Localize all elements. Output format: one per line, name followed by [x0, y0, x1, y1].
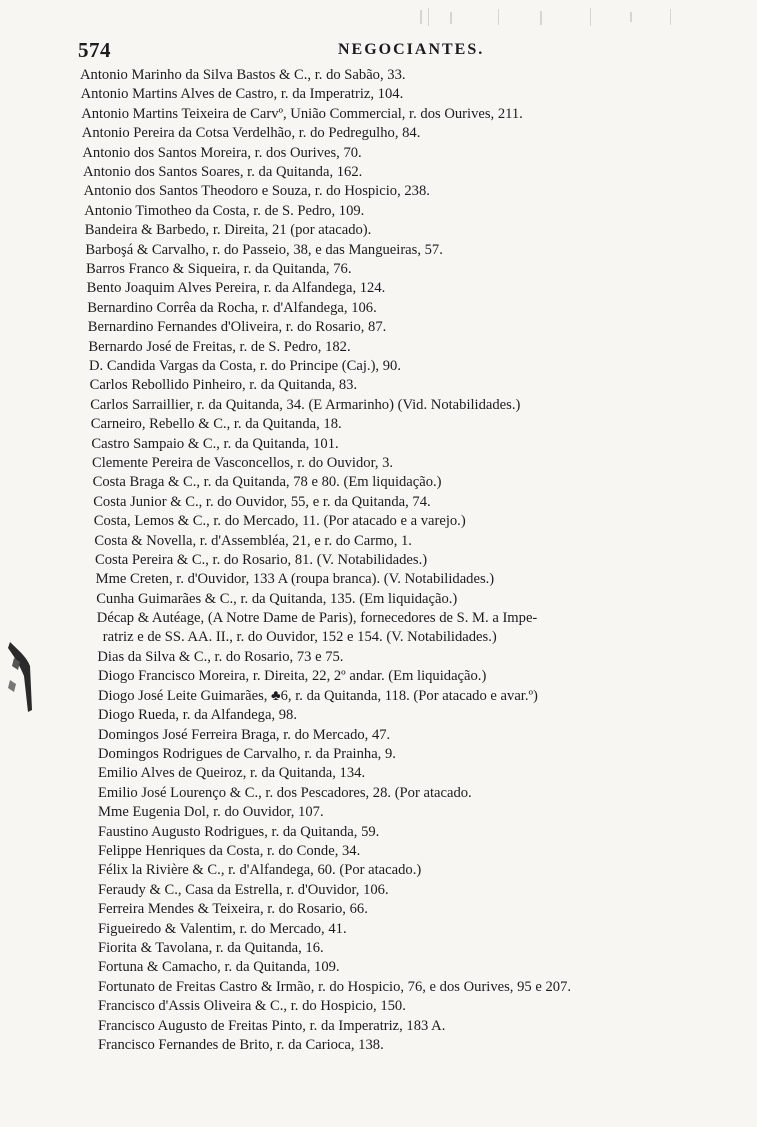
merchant-entry-text: Barros Franco & Siqueira, r. da Quitanda, 76.	[86, 261, 352, 277]
merchant-entry-text: Bernardino Fernandes d'Oliveira, r. do Rosario, 87.	[87, 319, 387, 336]
merchant-entry	[98, 881, 389, 900]
merchant-entry	[88, 318, 387, 337]
merchant-entry-text: Diogo Rueda, r. da Alfandega, 98.	[98, 707, 297, 724]
merchant-entry	[98, 764, 365, 783]
merchant-entry	[89, 357, 401, 376]
merchant-entry	[90, 396, 520, 415]
merchant-entry-text: Francisco Fernandes de Brito, r. da Carioca, 138.	[98, 1037, 384, 1053]
merchant-entry	[98, 978, 571, 997]
merchant-entry	[98, 667, 486, 686]
section-title: NEGOCIANTES.	[338, 41, 485, 58]
merchant-entry-text: Emilio Alves de Queiroz, r. da Quitanda, 134.	[98, 765, 366, 782]
merchant-entry	[98, 745, 396, 764]
merchant-entry-text: Fiorita & Tavolana, r. da Quitanda, 16.	[98, 940, 324, 956]
merchant-entry-text: Francisco d'Assis Oliveira & C., r. do Hospicio, 150.	[98, 998, 406, 1015]
merchant-entry	[90, 376, 358, 395]
merchant-entry	[95, 551, 427, 570]
merchant-entry-text: Barboşá & Carvalho, r. do Passeio, 38, e das Mangueiras, 57.	[85, 241, 443, 258]
merchant-entry	[84, 202, 364, 221]
merchant-entry	[96, 570, 495, 589]
merchant-entry-text: Costa, Lemos & C., r. do Mercado, 11. (Por atacado e a varejo.)	[93, 513, 466, 530]
merchant-entry-text: Domingos José Ferreira Braga, r. do Mercado, 47.	[98, 726, 391, 743]
merchant-entry	[85, 221, 372, 240]
merchant-entry	[94, 532, 412, 551]
merchant-entry-text: Cunha Guimarães & C., r. da Quitanda, 135. (Em liquidação.)	[96, 590, 458, 607]
page-number: 574	[78, 38, 111, 62]
merchant-entry	[83, 163, 362, 182]
merchant-entry	[85, 241, 442, 260]
merchant-entry-text: Antonio dos Santos Soares, r. da Quitanda, 162.	[83, 164, 363, 180]
merchant-entry	[81, 105, 523, 124]
merchant-entry-text: D. Candida Vargas da Costa, r. do Principe (Caj.), 90.	[89, 358, 401, 374]
merchant-entry-text: Antonio Pereira da Cotsa Verdelhão, r. do Pedregulho, 84.	[81, 125, 421, 142]
merchant-entry	[98, 861, 421, 880]
merchant-entry	[98, 997, 406, 1016]
merchant-entry-text: Clemente Pereira de Vasconcellos, r. do Ouvidor, 3.	[92, 455, 394, 471]
merchant-entry-text: Costa Braga & C., r. da Quitanda, 78 e 80. (Em liquidação.)	[92, 474, 442, 491]
merchant-entry-text: Costa Junior & C., r. do Ouvidor, 55, e r. da Quitanda, 74.	[93, 493, 431, 510]
merchant-entry-text: Antonio dos Santos Moreira, r. dos Ourives, 70.	[82, 144, 362, 161]
merchant-entry	[98, 958, 340, 977]
merchant-entry-text: Bernardo José de Freitas, r. de S. Pedro, 182.	[88, 338, 351, 355]
merchant-entry-text: Antonio Martins Alves de Castro, r. da Imperatriz, 104.	[80, 86, 404, 103]
merchant-entry	[98, 842, 360, 861]
margin-hand-icon	[4, 636, 38, 718]
merchant-entry-text: Figueiredo & Valentim, r. do Mercado, 41.	[98, 920, 347, 937]
paper-speckle	[380, 6, 710, 32]
merchant-entry-text: Francisco Augusto de Freitas Pinto, r. da Imperatriz, 183 A.	[98, 1017, 446, 1034]
merchant-entry	[94, 512, 466, 531]
merchant-entry	[98, 920, 347, 939]
merchant-entry-text: Mme Eugenia Dol, r. do Ouvidor, 107.	[98, 804, 324, 821]
merchant-entry	[91, 435, 338, 454]
merchant-entry	[96, 590, 457, 609]
merchant-entry	[98, 687, 538, 706]
merchant-entry-text: Bento Joaquim Alves Pereira, r. da Alfandega, 124.	[86, 280, 386, 297]
merchant-entry	[98, 803, 324, 822]
merchant-entry	[97, 648, 343, 667]
merchant-entry-text: Décap & Autéage, (A Notre Dame de Paris), fornecedores de S. M. a Impe-	[96, 610, 538, 627]
merchant-entry-text: Fortuna & Camacho, r. da Quitanda, 109.	[98, 959, 340, 976]
merchant-entry	[88, 338, 350, 357]
merchant-entry-continuation: ratriz e de SS. AA. II., r. do Ouvidor, 152 e 154. (V. Notabilidades.)	[102, 629, 497, 646]
merchant-entry	[82, 144, 361, 163]
merchant-entry	[98, 1036, 384, 1055]
merchant-entry	[98, 726, 390, 745]
merchant-entry	[87, 279, 386, 298]
merchant-entry-text: Carlos Sarraillier, r. da Quitanda, 34. (E Armarinho) (Vid. Notabilidades.)	[90, 396, 521, 413]
merchant-entry	[81, 85, 404, 104]
merchant-entry-text: Ferreira Mendes & Teixeira, r. do Rosario, 66.	[98, 901, 368, 918]
merchant-entry-text: Castro Sampaio & C., r. da Quitanda, 101.	[91, 435, 339, 452]
merchant-entry-text: Diogo José Leite Guimarães, ♣6, r. da Quitanda, 118. (Por atacado e avar.º)	[98, 687, 538, 704]
merchant-entry-text: Antonio Martins Teixeira de Carvº, União Commercial, r. dos Ourives, 211.	[81, 105, 523, 122]
merchant-entry	[98, 1017, 445, 1036]
merchant-entry	[98, 900, 368, 919]
merchant-entry	[97, 609, 538, 647]
merchant-entry-text: Diogo Francisco Moreira, r. Direita, 22, 2º andar. (Em liquidação.)	[98, 668, 487, 685]
merchant-entry-text: Fortunato de Freitas Castro & Irmão, r. do Hospicio, 76, e dos Ourives, 95 e 207.	[98, 978, 572, 995]
merchant-entry-text: Carlos Rebollido Pinheiro, r. da Quitanda, 83.	[89, 377, 358, 394]
merchant-entry	[84, 182, 430, 201]
merchant-entry-text: Antonio dos Santos Theodoro e Souza, r. do Hospicio, 238.	[83, 183, 430, 200]
page-header	[78, 38, 718, 62]
merchant-entry-text: Domingos Rodrigues de Carvalho, r. da Prainha, 9.	[98, 746, 396, 762]
merchant-entry	[92, 454, 393, 473]
merchant-entry-text: Faustino Augusto Rodrigues, r. da Quitanda, 59.	[98, 823, 380, 840]
merchant-entry-text: Antonio Marinho da Silva Bastos & C., r. do Sabão, 33.	[80, 67, 406, 83]
merchant-entry-text: Costa & Novella, r. d'Assembléa, 21, e r. do Carmo, 1.	[94, 532, 412, 549]
merchant-entry	[86, 260, 351, 279]
merchant-entry-text: Antonio Timotheo da Costa, r. de S. Pedro, 109.	[84, 202, 365, 219]
merchant-entry	[80, 66, 406, 85]
merchant-entry	[93, 493, 430, 512]
merchant-entry	[93, 473, 442, 492]
merchant-entry	[98, 939, 324, 958]
merchant-entry	[98, 823, 379, 842]
merchant-entry	[87, 299, 377, 318]
merchant-entry-text: Carneiro, Rebello & C., r. da Quitanda, 18.	[90, 416, 342, 433]
merchant-entry-text: Dias da Silva & C., r. do Rosario, 73 e 75.	[97, 649, 344, 665]
merchant-entry	[91, 415, 342, 434]
merchant-entry-text: Emilio José Lourenço & C., r. dos Pescadores, 28. (Por atacado.	[98, 784, 472, 801]
merchant-entry-text: Bandeira & Barbedo, r. Direita, 21 (por atacado).	[84, 222, 372, 239]
merchant-entry-text: Feraudy & C., Casa da Estrella, r. d'Ouvidor, 106.	[98, 881, 389, 898]
merchant-entry-text: Bernardino Corrêa da Rocha, r. d'Alfandega, 106.	[87, 299, 377, 316]
merchant-entry-text: Costa Pereira & C., r. do Rosario, 81. (V. Notabilidades.)	[95, 552, 428, 568]
merchant-entry-text: Mme Creten, r. d'Ouvidor, 133 A (roupa branca). (V. Notabilidades.)	[95, 571, 495, 588]
merchant-entry	[82, 124, 421, 143]
merchant-entry	[98, 706, 297, 725]
merchant-entry	[98, 784, 472, 803]
merchant-entry-text: Félix la Rivière & C., r. d'Alfandega, 60. (Por atacado.)	[98, 862, 422, 879]
merchant-entry-text: Felippe Henriques da Costa, r. do Conde, 34.	[98, 843, 361, 859]
